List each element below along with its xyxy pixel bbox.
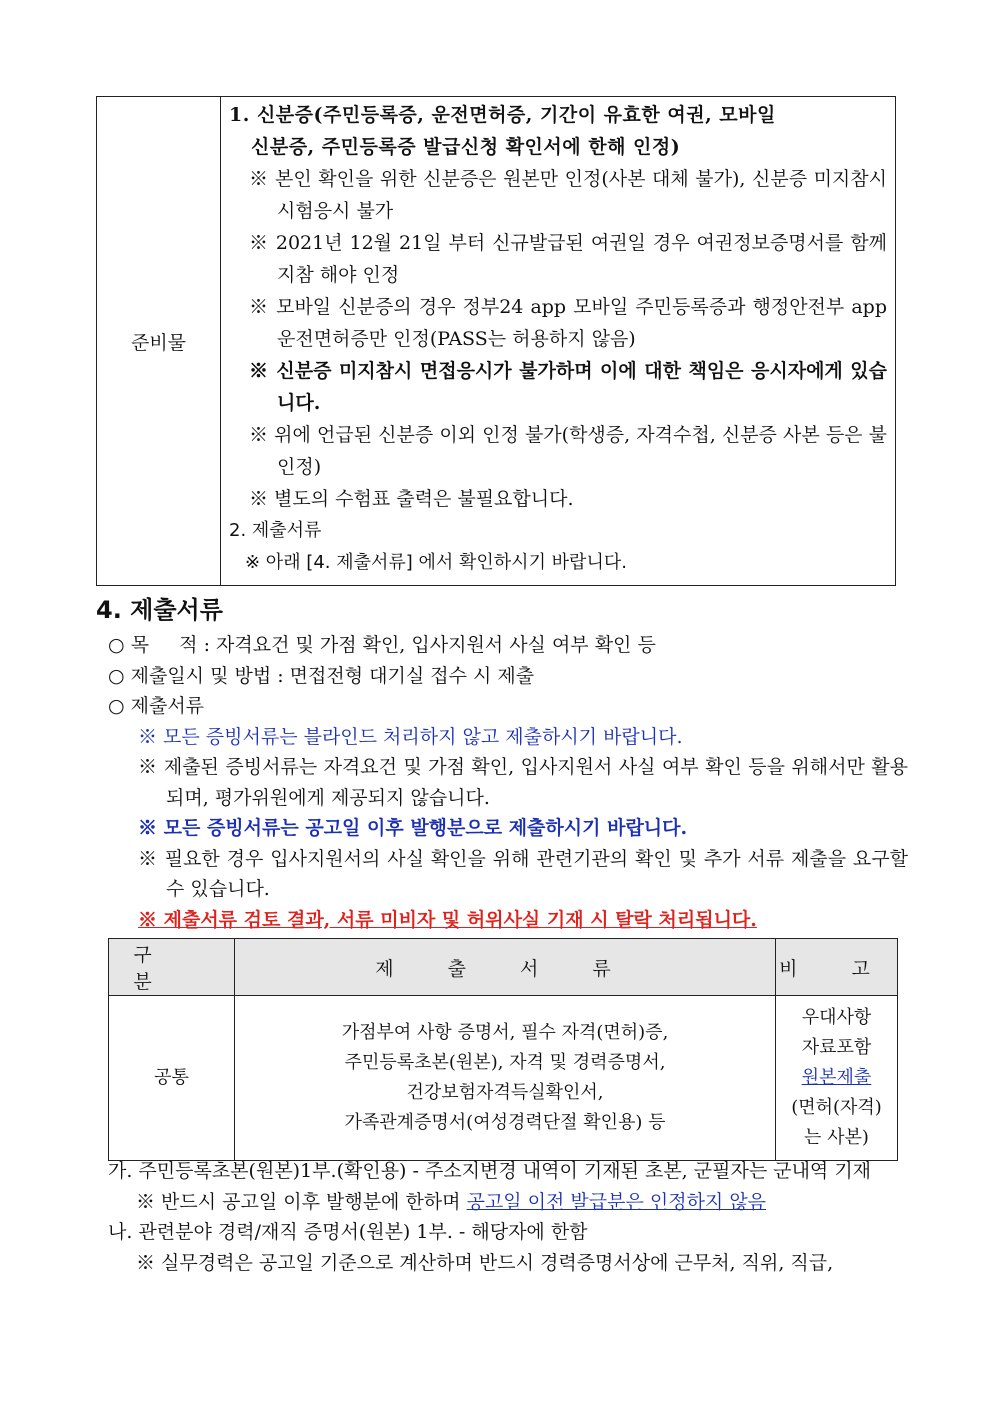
detail-ga-note-emphasis: 공고일 이전 발급분은 인정하지 않음 bbox=[466, 1190, 767, 1213]
remark-line: (면허(자격) bbox=[791, 1097, 882, 1118]
note-responsibility: ※ 신분증 미지참시 면접응시가 불가하며 이에 대한 책임은 응시자에게 있습니다. bbox=[249, 360, 887, 414]
row-remarks bbox=[776, 996, 898, 1161]
row-documents-line: 가족관계증명서(여성경력단절 확인용) 등 bbox=[344, 1112, 666, 1133]
table-header-row bbox=[109, 939, 898, 996]
row-documents-line: 건강보험자격득실확인서, bbox=[406, 1082, 604, 1103]
item1-title-line2: 신분증, 주민등록증 발급신청 확인서에 한해 인정) bbox=[251, 136, 681, 158]
preparation-content bbox=[221, 97, 896, 586]
document-details bbox=[108, 1156, 904, 1278]
row-documents-line: 가점부여 사항 증명서, 필수 자격(면허)증, bbox=[341, 1022, 669, 1043]
detail-ga: 가. 주민등록초본(원본)1부.(확인용) - 주소지변경 내역이 기재된 초본, 군필자는 군내역 기재 bbox=[108, 1160, 872, 1182]
preparation-label: 준비물 bbox=[97, 97, 221, 586]
row-documents-line: 주민등록초본(원본), 자격 및 경력증명서, bbox=[344, 1052, 666, 1073]
section-title: 4. 제출서류 bbox=[96, 596, 223, 624]
note-original-id: ※ 본인 확인을 위한 신분증은 원본만 인정(사본 대체 불가), 신분증 미지참시 시험응시 불가 bbox=[249, 168, 887, 222]
note-passport: ※ 2021년 12월 21일 부터 신규발급된 여권일 경우 여권정보증명서를 함께 지참 해야 인정 bbox=[249, 232, 887, 286]
header-remarks: 비 고 bbox=[776, 939, 898, 996]
submission-bullets bbox=[108, 630, 908, 935]
note-additional-request: ※ 필요한 경우 입사지원서의 사실 확인을 위해 관련기관의 확인 및 추가 서류 제출을 요구할 수 있습니다. bbox=[138, 847, 908, 900]
note-issue-date: ※ 모든 증빙서류는 공고일 이후 발행분으로 제출하시기 바랍니다. bbox=[138, 817, 688, 839]
item2-title: 2. 제출서류 bbox=[229, 520, 322, 541]
detail-na-note: ※ 실무경력은 공고일 기준으로 계산하며 반드시 경력증명서상에 근무처, 직위, 직급, bbox=[136, 1251, 834, 1274]
remark-line: 는 사본) bbox=[804, 1127, 869, 1148]
bullet-schedule: ○ 제출일시 및 방법 : 면접전형 대기실 접수 시 제출 bbox=[108, 664, 535, 687]
documents-table bbox=[108, 938, 898, 1161]
bullet-documents: ○ 제출서류 bbox=[108, 695, 205, 717]
note-mobile-id: ※ 모바일 신분증의 경우 정부24 app 모바일 주민등록증과 행정안전부 app 운전면허증만 인정(PASS는 허용하지 않음) bbox=[249, 296, 887, 350]
bullet-purpose: ○ 목 적 : 자격요건 및 가점 확인, 입사지원서 사실 여부 확인 등 bbox=[108, 634, 656, 656]
detail-ga-note-text: ※ 반드시 공고일 이후 발행분에 한하며 bbox=[136, 1190, 467, 1213]
table-row bbox=[109, 996, 898, 1161]
remark-line: 우대사항 bbox=[801, 1007, 872, 1028]
remark-line: 자료포함 bbox=[801, 1037, 872, 1058]
detail-ga-note bbox=[136, 1187, 904, 1218]
detail-na: 나. 관련분야 경력/재직 증명서(원본) 1부. - 해당자에 한함 bbox=[108, 1221, 588, 1243]
header-documents: 제 출 서 류 bbox=[235, 939, 776, 996]
row-documents bbox=[235, 996, 776, 1161]
remark-original-required: 원본제출 bbox=[801, 1067, 872, 1088]
row-category: 공통 bbox=[109, 996, 235, 1161]
item1-title-line1: 1. 신분증(주민등록증, 운전면허증, 기간이 유효한 여권, 모바일 bbox=[229, 104, 776, 126]
item2-note: ※ 아래 [4. 제출서류] 에서 확인하시기 바랍니다. bbox=[245, 552, 627, 573]
header-category: 구 분 bbox=[109, 939, 235, 996]
note-not-accepted: ※ 위에 언급된 신분증 이외 인정 불가(학생증, 자격수첩, 신분증 사본 등은 불인정) bbox=[249, 424, 887, 478]
preparation-table bbox=[96, 96, 896, 586]
note-no-blind: ※ 모든 증빙서류는 블라인드 처리하지 않고 제출하시기 바랍니다. bbox=[138, 725, 683, 748]
note-rejection: ※ 제출서류 검토 결과, 서류 미비자 및 허위사실 기재 시 탈락 처리됩니다. bbox=[138, 908, 757, 931]
note-admission-ticket: ※ 별도의 수험표 출력은 불필요합니다. bbox=[249, 488, 574, 510]
note-usage: ※ 제출된 증빙서류는 자격요건 및 가점 확인, 입사지원서 사실 여부 확인 등을 위해서만 활용되며, 평가위원에게 제공되지 않습니다. bbox=[138, 756, 908, 809]
